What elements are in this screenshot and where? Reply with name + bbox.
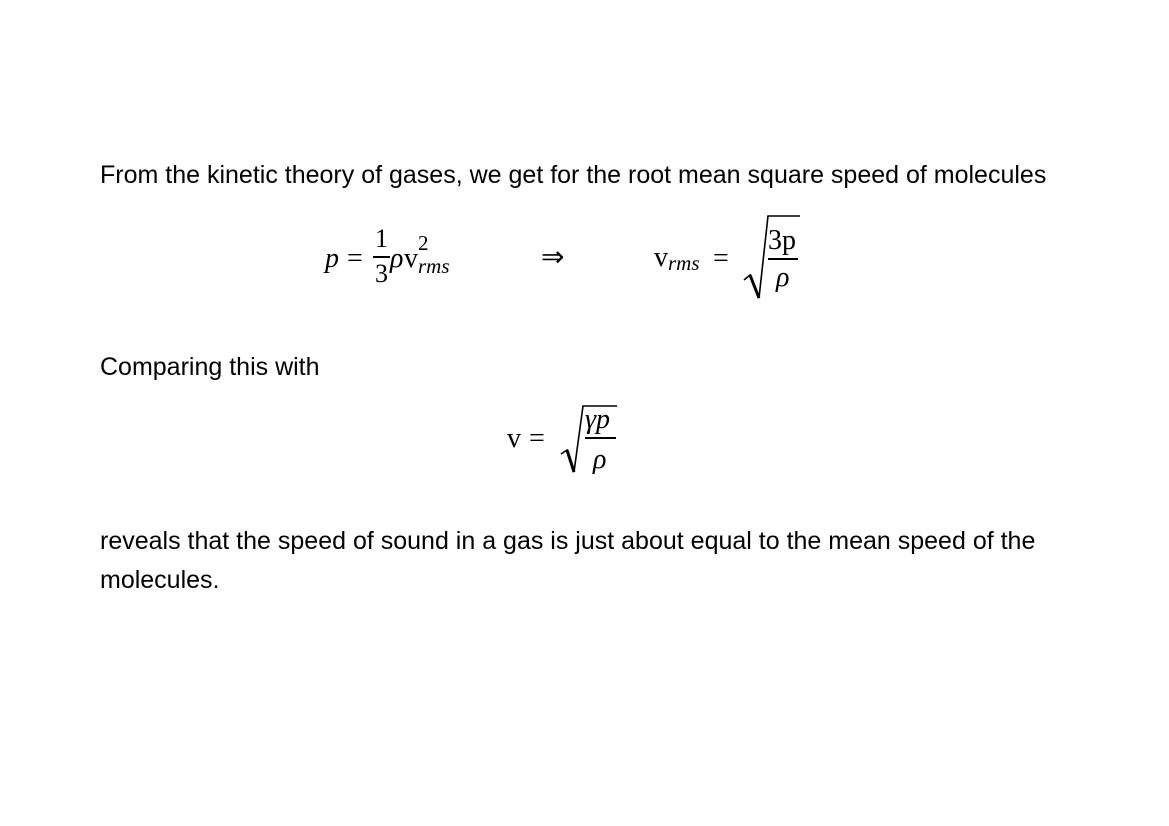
fraction-numerator: 1 bbox=[375, 224, 388, 253]
velocity-symbol: v bbox=[404, 243, 418, 274]
conclusion-paragraph bbox=[100, 522, 1035, 600]
numerator: γp bbox=[585, 404, 611, 435]
equals-sign: = bbox=[529, 423, 545, 454]
pressure-symbol: p bbox=[325, 243, 339, 274]
equals-sign: = bbox=[347, 243, 363, 274]
intro-paragraph: From the kinetic theory of gases, we get for the root mean square speed of molecules bbox=[100, 161, 1047, 189]
rms-subscript: rms bbox=[668, 251, 700, 275]
numerator-text: 3p bbox=[768, 225, 796, 256]
conclusion-line-2: molecules. bbox=[100, 566, 220, 594]
velocity-symbol: v bbox=[507, 423, 521, 454]
fraction-bar bbox=[373, 256, 390, 258]
implies-arrow: ⇒ bbox=[541, 242, 565, 273]
compare-paragraph: Comparing this with bbox=[100, 353, 320, 381]
exponent: 2 bbox=[418, 231, 429, 255]
velocity-symbol: v bbox=[654, 242, 668, 273]
density-symbol: ρ bbox=[390, 243, 404, 274]
denominator: ρ bbox=[593, 444, 607, 475]
fraction-bar bbox=[585, 437, 616, 439]
fraction-bar bbox=[768, 258, 798, 260]
numerator bbox=[768, 226, 796, 256]
rms-subscript: rms bbox=[418, 254, 450, 278]
conclusion-line-1: reveals that the speed of sound in a gas is just about equal to the mean speed of the bbox=[100, 527, 1036, 555]
fraction-denominator: 3 bbox=[375, 259, 388, 288]
denominator: ρ bbox=[776, 262, 790, 293]
equals-sign: = bbox=[713, 243, 729, 274]
